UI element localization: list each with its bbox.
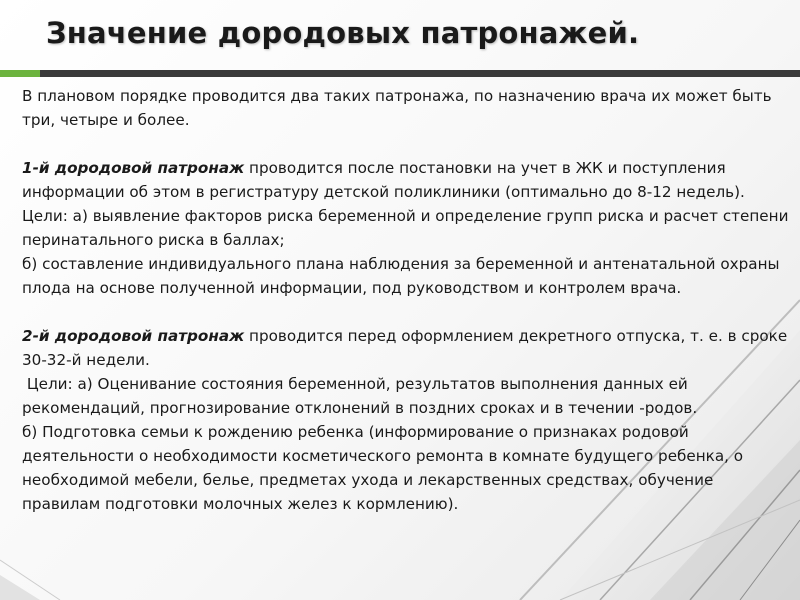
slide-body	[22, 84, 790, 516]
paragraph-gap	[22, 300, 790, 324]
visit1-text: проводится после постановки на учет в ЖК и поступления информации об этом в регистратуру детской поликлиники (оптимально до 8-12 недель).	[22, 159, 745, 201]
paragraph-gap	[22, 132, 790, 156]
intro-paragraph: В плановом порядке проводится два таких патронажа, по назначению врача их может быть три, четыре и более.	[22, 87, 772, 129]
visit1-heading: 1-й дородовой патронаж	[22, 159, 245, 177]
visit2-goal-b: б) Подготовка семьи к рождению ребенка (информирование о признаках родовой деятельности о необходимости косметического ремонта в комнате будущего ребенка, о необходимой мебели, белье, предметах ухода и лекарственных средствах, обучение правилам подготовки молочных желез к кормлению).	[22, 423, 744, 513]
visit1-goal-b: б) составление индивидуального плана наблюдения за беременной и антенатальной охраны плода на основе полученной информации, под руководством и контролем врача.	[22, 255, 780, 297]
visit2-paragraph	[22, 324, 790, 372]
visit1-paragraph	[22, 156, 790, 204]
accent-bar-green	[0, 70, 40, 77]
visit2-text: проводится перед оформлением декретного отпуска, т. е. в сроке 30-32-й недели.	[22, 327, 788, 369]
visit2-heading: 2-й дородовой патронаж	[22, 327, 245, 345]
visit2-goal-a: Цели: а) Оценивание состояния беременной, результатов выполнения данных ей рекомендаций, прогнозирование отклонений в поздних сроках и в течении -родов.	[22, 375, 698, 417]
page-title: Значение дородовых патронажей.	[46, 16, 640, 50]
title-divider-bar	[40, 70, 800, 77]
visit1-goal-a: Цели: а) выявление факторов риска беременной и определение групп риска и расчет степени перинатального риска в баллах;	[22, 207, 789, 249]
